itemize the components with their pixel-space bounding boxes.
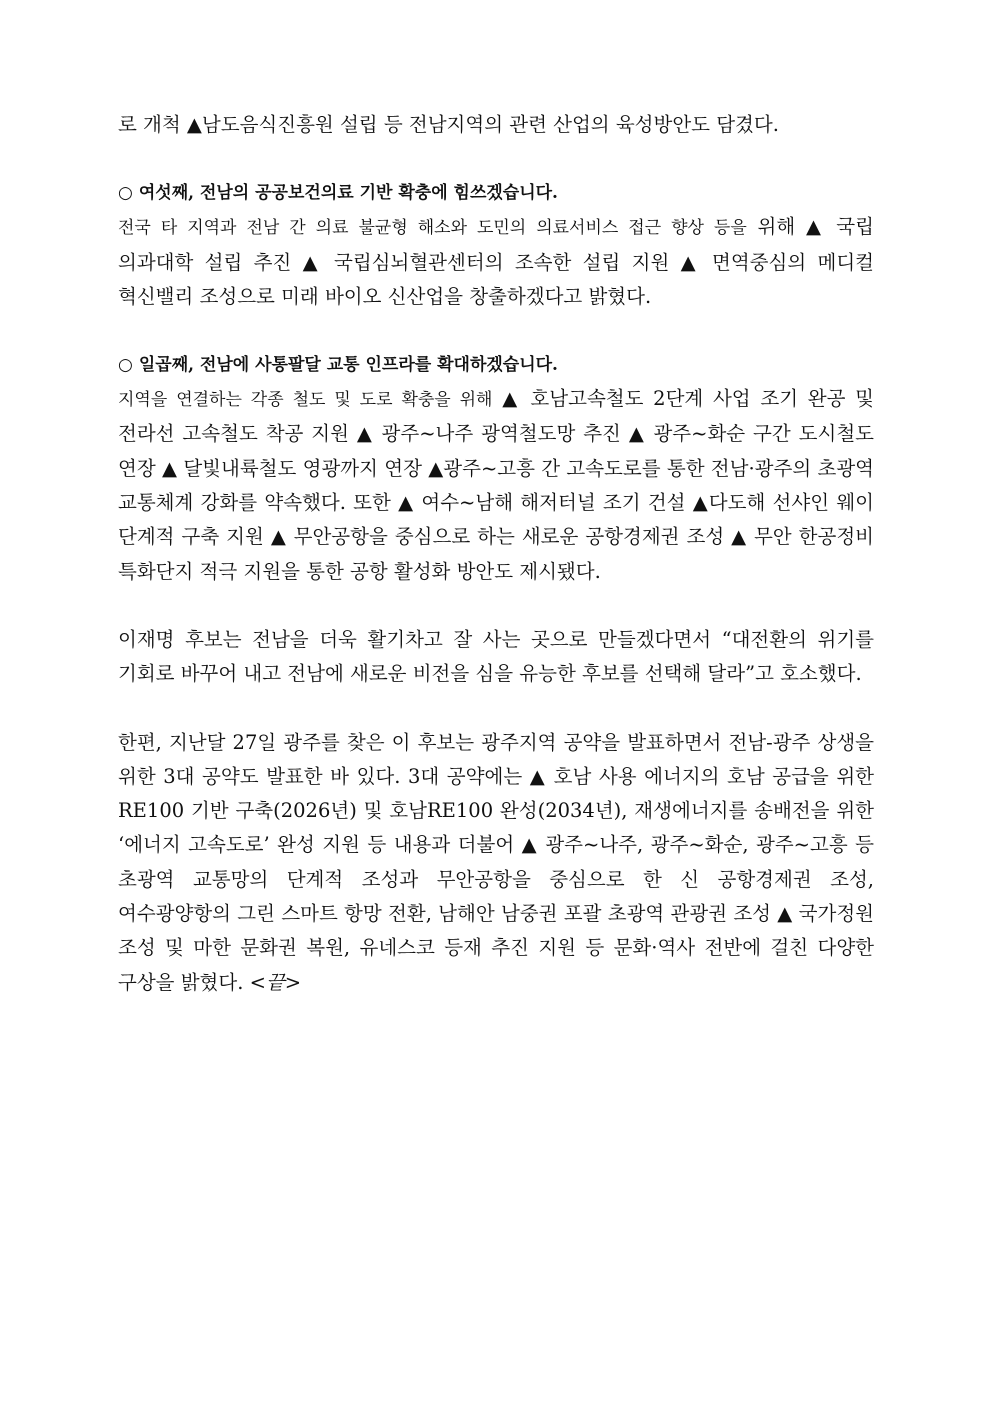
section-seven-paragraph [118, 382, 874, 589]
section-six-lead: 전국 타 지역과 전남 간 의료 불균형 해소와 도민의 의료서비스 접근 향상 등을 [118, 218, 747, 239]
section-six-paragraph [118, 210, 874, 314]
paragraph-spacer [118, 692, 874, 726]
paragraph-spacer [118, 314, 874, 348]
section-six-body: 위해 ▲ 국립 의과대학 설립 추진 ▲ 국립심뇌혈관센터의 조속한 설립 지원 ▲ 면역중심의 메디컬 혁신밸리 조성으로 미래 바이오 신산업을 창출하겠다고 밝혔다. [118, 215, 874, 308]
section-seven-body: ▲ 호남고속철도 2단계 사업 조기 완공 및 전라선 고속철도 착공 지원 ▲ 광주~나주 광역철도망 추진 ▲ 광주~화순 구간 도시철도 연장 ▲ 달빛내륙철도 영광까지 연장 ▲광주~고흥 간 고속도로를 통한 전남·광주의 초광역 교통체계 강화를 약속했다. 또한 ▲ 여수~남해 해저터널 조기 건설 ▲다도해 선샤인 웨이 단계적 구축 지원 ▲ 무안공항을 중심으로 하는 새로운 공항경제권 조성 ▲ 무안 한공정비 특화단지 적극 지원을 통한 공항 활성화 방안도 제시됐다. [118, 387, 874, 583]
section-seven-lead: 지역을 연결하는 각종 철도 및 도로 확충을 위해 [118, 390, 493, 411]
gwangju-pledges-text: 한편, 지난달 27일 광주를 찾은 이 후보는 광주지역 공약을 발표하면서 전남-광주 상생을 위한 3대 공약도 발표한 바 있다. 3대 공약에는 ▲ 호남 사용 에너지의 호남 공급을 위한 RE100 기반 구축(2026년) 및 호남RE100 완성(2034년), 재생에너지를 송배전을 위한 ‘에너지 고속도로’ 완성 지원 등 내용과 더불어 ▲ 광주~나주, 광주~화순, 광주~고흥 등 초광역 교통망의 단계적 조성과 무안공항을 중심으로 한 신 공항경제권 조성, 여수광양항의 그린 스마트 항망 전환, 남해안 남중권 포괄 초광역 관광권 조성 ▲ 국가정원 조성 및 마한 문화권 복원, 유네스코 등재 추진 지원 등 문화·역사 전반에 걸친 다양한 구상을 밝혔다. [118, 730, 874, 994]
section-seven-title: 일곱째, 전남에 사통팔달 교통 인프라를 확대하겠습니다. [138, 355, 558, 376]
section-seven-heading [118, 348, 874, 382]
circle-bullet-icon: ○ [118, 183, 133, 204]
paragraph-spacer [118, 589, 874, 623]
section-six-title: 여섯째, 전남의 공공보건의료 기반 확충에 힘쓰겠습니다. [138, 183, 558, 204]
closing-quote-paragraph: 이재명 후보는 전남을 더욱 활기차고 잘 사는 곳으로 만들겠다면서 “대전환의 위기를 기회로 바꾸어 내고 전남에 새로운 비전을 심을 유능한 후보를 선택해 달라”고 호소했다. [118, 627, 874, 686]
end-mark: <끝> [249, 970, 302, 994]
intro-tail-paragraph: 로 개척 ▲남도음식진흥원 설립 등 전남지역의 관련 산업의 육성방안도 담겼다. [118, 113, 779, 136]
section-six-heading [118, 176, 874, 210]
paragraph-spacer [118, 142, 874, 176]
gwangju-pledges-paragraph [118, 726, 874, 1000]
document-page [118, 108, 874, 1000]
circle-bullet-icon: ○ [118, 355, 133, 376]
